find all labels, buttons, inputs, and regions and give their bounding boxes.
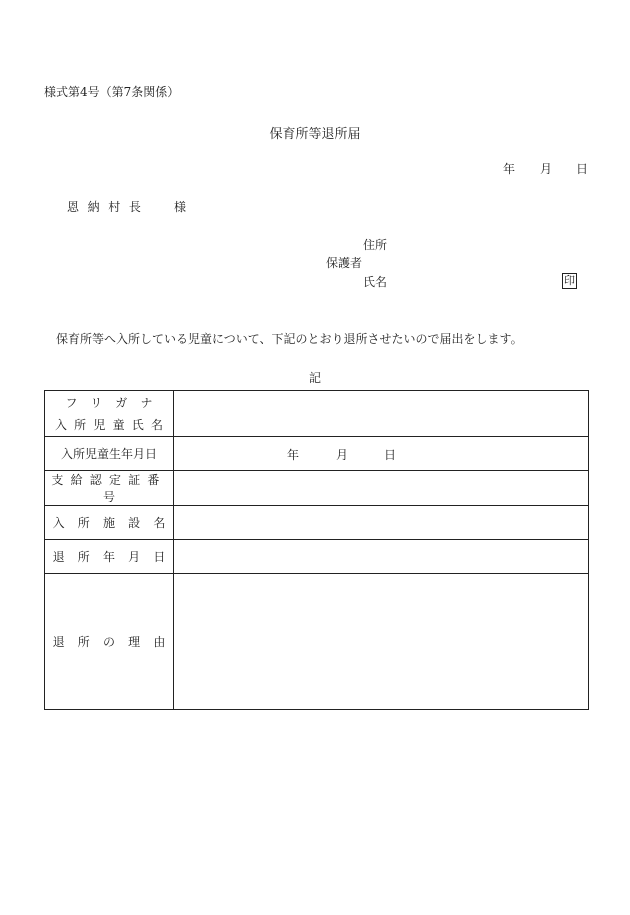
reason-label: 退所の理由	[52, 635, 179, 649]
exit-form-table	[44, 390, 589, 710]
furigana-label: フリガナ	[65, 395, 166, 410]
reason-field[interactable]	[174, 574, 589, 710]
exit-date-row	[45, 540, 589, 574]
address-label: 住所	[363, 238, 388, 252]
seal-mark: 印	[564, 274, 575, 287]
statement-text: 保育所等へ入所している児童について、下記のとおり退所させたいので届出をします。	[56, 332, 523, 346]
birth-month-label: 月	[336, 448, 349, 462]
birthdate-field[interactable]	[174, 437, 589, 471]
cert-label: 支給認定証番号	[51, 473, 167, 504]
birth-day-label: 日	[384, 448, 397, 462]
ki-heading: 記	[308, 371, 321, 385]
cert-row	[45, 471, 589, 506]
child-name-label: 入所児童氏名	[54, 417, 171, 432]
facility-label: 入所施設名	[52, 516, 179, 530]
child-name-row	[45, 391, 589, 437]
form-number: 様式第4号（第7条関係）	[44, 85, 180, 99]
reason-row	[45, 574, 589, 710]
date-day-label: 日	[576, 162, 589, 176]
page-title: 保育所等退所届	[269, 127, 361, 142]
applicant-name-label: 氏名	[363, 275, 388, 289]
exit-date-field[interactable]	[174, 540, 589, 574]
cert-field[interactable]	[174, 471, 589, 506]
facility-field[interactable]	[174, 506, 589, 540]
exit-date-label: 退所年月日	[52, 550, 179, 564]
child-name-label-cell	[45, 391, 174, 437]
date-year-label: 年	[503, 162, 516, 176]
date-month-label: 月	[540, 162, 553, 176]
birthdate-row	[45, 437, 589, 471]
addressee-honorific: 様	[174, 200, 187, 214]
birthdate-label: 入所児童生年月日	[45, 437, 174, 471]
child-name-field[interactable]	[174, 391, 589, 437]
addressee-name: 恩 納 村 長	[67, 200, 144, 214]
facility-row	[45, 506, 589, 540]
birth-year-label: 年	[287, 448, 300, 462]
guardian-label: 保護者	[326, 256, 363, 270]
